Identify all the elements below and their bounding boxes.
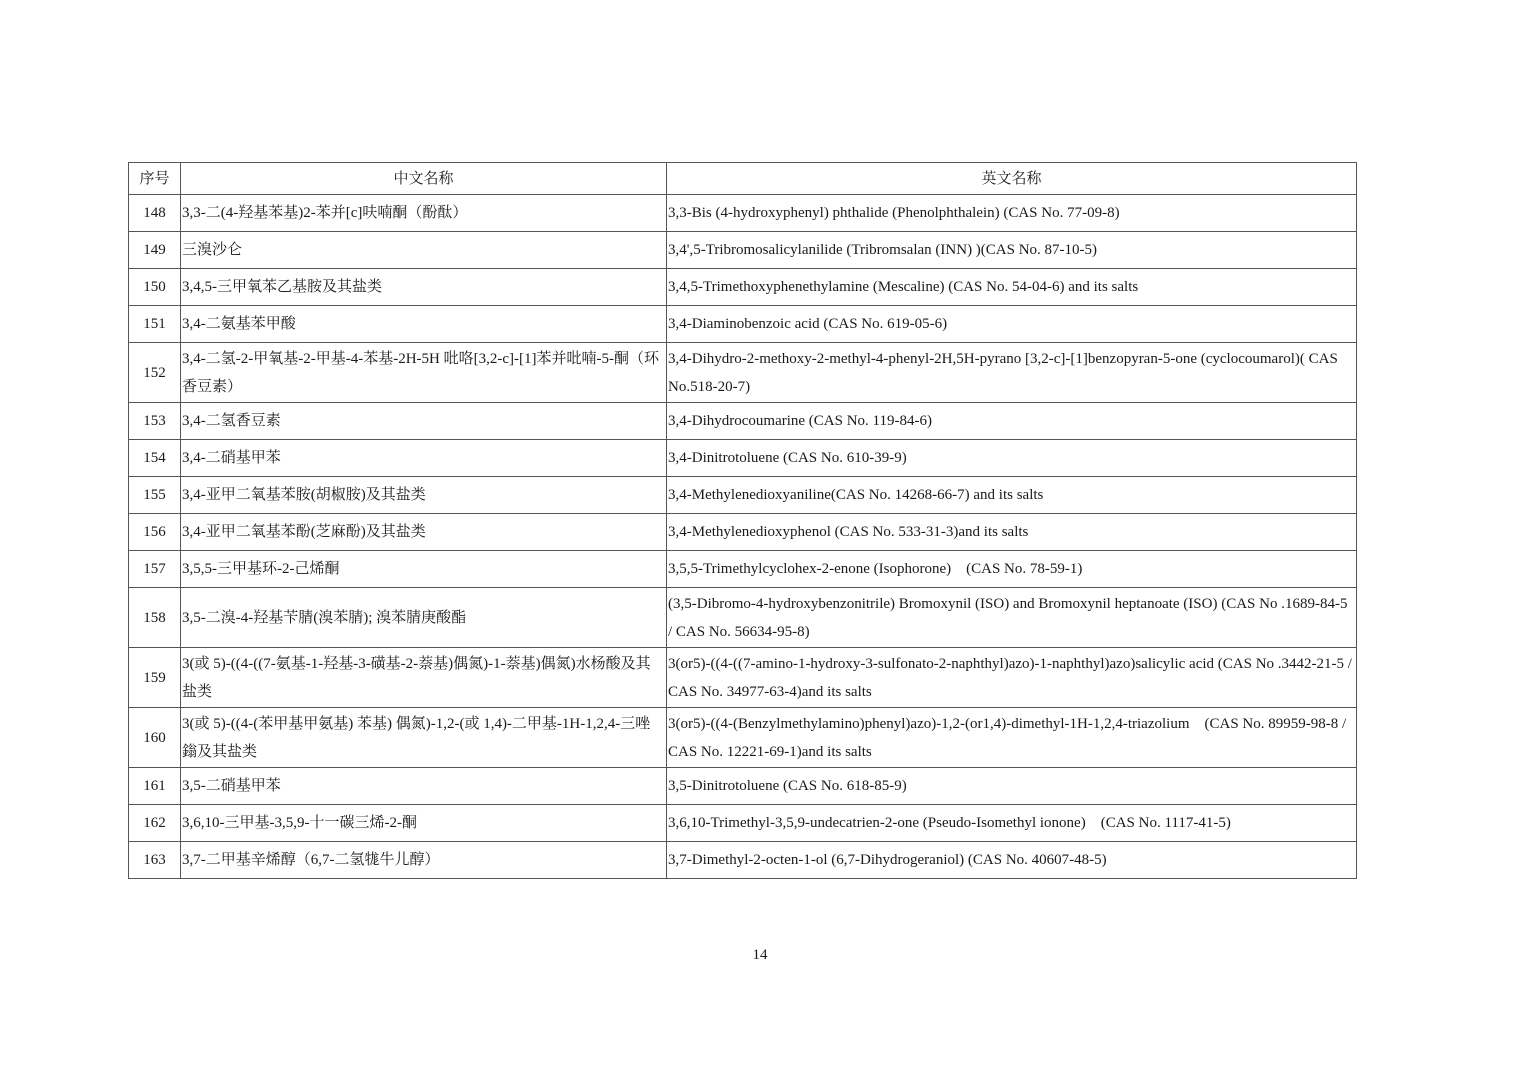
row-number: 157 [129, 551, 181, 588]
table-row [129, 648, 1357, 708]
table-row [129, 269, 1357, 306]
table-row [129, 805, 1357, 842]
row-english-name: 3(or5)-((4-((7-amino-1-hydroxy-3-sulfonato-2-naphthyl)azo)-1-naphthyl)azo)salicylic acid (CAS No .3442-21-5 / CAS No. 34977-63-4)and its salts [667, 648, 1357, 708]
table-row [129, 477, 1357, 514]
table-row [129, 195, 1357, 232]
row-number: 162 [129, 805, 181, 842]
prohibited-substances-table [128, 162, 1357, 879]
row-number: 159 [129, 648, 181, 708]
row-english-name: (3,5-Dibromo-4-hydroxybenzonitrile) Bromoxynil (ISO) and Bromoxynil heptanoate (ISO) (CAS No .1689-84-5 / CAS No. 56634-95-8) [667, 588, 1357, 648]
table-row [129, 514, 1357, 551]
row-number: 148 [129, 195, 181, 232]
table-row [129, 306, 1357, 343]
row-chinese-name: 3,5,5-三甲基环-2-己烯酮 [181, 551, 667, 588]
row-english-name: 3,4',5-Tribromosalicylanilide (Tribromsalan (INN) )(CAS No. 87-10-5) [667, 232, 1357, 269]
row-chinese-name: 3,4,5-三甲氧苯乙基胺及其盐类 [181, 269, 667, 306]
row-chinese-name: 3,4-二氨基苯甲酸 [181, 306, 667, 343]
row-chinese-name: 3,4-亚甲二氧基苯酚(芝麻酚)及其盐类 [181, 514, 667, 551]
row-number: 160 [129, 708, 181, 768]
row-chinese-name: 3,5-二硝基甲苯 [181, 768, 667, 805]
row-number: 161 [129, 768, 181, 805]
header-english-name: 英文名称 [667, 163, 1357, 195]
table-row [129, 768, 1357, 805]
table-row [129, 708, 1357, 768]
row-english-name: 3,4-Dinitrotoluene (CAS No. 610-39-9) [667, 440, 1357, 477]
row-chinese-name: 三溴沙仑 [181, 232, 667, 269]
row-english-name: 3,6,10-Trimethyl-3,5,9-undecatrien-2-one (Pseudo-Isomethyl ionone) (CAS No. 1117-41-5) [667, 805, 1357, 842]
row-number: 163 [129, 842, 181, 879]
row-english-name: 3,5-Dinitrotoluene (CAS No. 618-85-9) [667, 768, 1357, 805]
row-number: 153 [129, 403, 181, 440]
row-chinese-name: 3,5-二溴-4-羟基苄腈(溴苯腈); 溴苯腈庚酸酯 [181, 588, 667, 648]
row-chinese-name: 3,4-二硝基甲苯 [181, 440, 667, 477]
row-english-name: 3,4-Dihydro-2-methoxy-2-methyl-4-phenyl-2H,5H-pyrano [3,2-c]-[1]benzopyran-5-one (cyclocoumarol)( CAS No.518-20-7) [667, 343, 1357, 403]
table-row [129, 343, 1357, 403]
table-row [129, 588, 1357, 648]
row-chinese-name: 3,4-亚甲二氧基苯胺(胡椒胺)及其盐类 [181, 477, 667, 514]
table-row [129, 440, 1357, 477]
row-english-name: 3,4,5-Trimethoxyphenethylamine (Mescaline) (CAS No. 54-04-6) and its salts [667, 269, 1357, 306]
table-row [129, 403, 1357, 440]
row-chinese-name: 3,3-二(4-羟基苯基)2-苯并[c]呋喃酮（酚酞） [181, 195, 667, 232]
row-english-name: 3,4-Dihydrocoumarine (CAS No. 119-84-6) [667, 403, 1357, 440]
row-number: 150 [129, 269, 181, 306]
header-chinese-name: 中文名称 [181, 163, 667, 195]
row-number: 155 [129, 477, 181, 514]
row-chinese-name: 3(或 5)-((4-(苯甲基甲氨基) 苯基) 偶氮)-1,2-(或 1,4)-二甲基-1H-1,2,4-三唑鎓及其盐类 [181, 708, 667, 768]
row-number: 149 [129, 232, 181, 269]
row-english-name: 3,4-Diaminobenzoic acid (CAS No. 619-05-6) [667, 306, 1357, 343]
row-number: 154 [129, 440, 181, 477]
row-english-name: 3,4-Methylenedioxyaniline(CAS No. 14268-66-7) and its salts [667, 477, 1357, 514]
table-row [129, 232, 1357, 269]
row-english-name: 3,4-Methylenedioxyphenol (CAS No. 533-31-3)and its salts [667, 514, 1357, 551]
table-row [129, 551, 1357, 588]
row-chinese-name: 3(或 5)-((4-((7-氨基-1-羟基-3-磺基-2-萘基)偶氮)-1-萘基)偶氮)水杨酸及其盐类 [181, 648, 667, 708]
row-number: 152 [129, 343, 181, 403]
table-row [129, 842, 1357, 879]
row-chinese-name: 3,4-二氢-2-甲氧基-2-甲基-4-苯基-2H-5H 吡咯[3,2-c]-[1]苯并吡喃-5-酮（环香豆素） [181, 343, 667, 403]
row-number: 156 [129, 514, 181, 551]
header-serial-number: 序号 [129, 163, 181, 195]
row-chinese-name: 3,4-二氢香豆素 [181, 403, 667, 440]
row-chinese-name: 3,7-二甲基辛烯醇（6,7-二氢牻牛儿醇） [181, 842, 667, 879]
row-english-name: 3,5,5-Trimethylcyclohex-2-enone (Isophorone) (CAS No. 78-59-1) [667, 551, 1357, 588]
row-english-name: 3,7-Dimethyl-2-octen-1-ol (6,7-Dihydrogeraniol) (CAS No. 40607-48-5) [667, 842, 1357, 879]
row-english-name: 3,3-Bis (4-hydroxyphenyl) phthalide (Phenolphthalein) (CAS No. 77-09-8) [667, 195, 1357, 232]
table-header-row [129, 163, 1357, 195]
row-english-name: 3(or5)-((4-(Benzylmethylamino)phenyl)azo)-1,2-(or1,4)-dimethyl-1H-1,2,4-triazolium (CAS No. 89959-98-8 / CAS No. 12221-69-1)and its salts [667, 708, 1357, 768]
row-number: 151 [129, 306, 181, 343]
page-number: 14 [752, 947, 768, 963]
row-chinese-name: 3,6,10-三甲基-3,5,9-十一碳三烯-2-酮 [181, 805, 667, 842]
row-number: 158 [129, 588, 181, 648]
